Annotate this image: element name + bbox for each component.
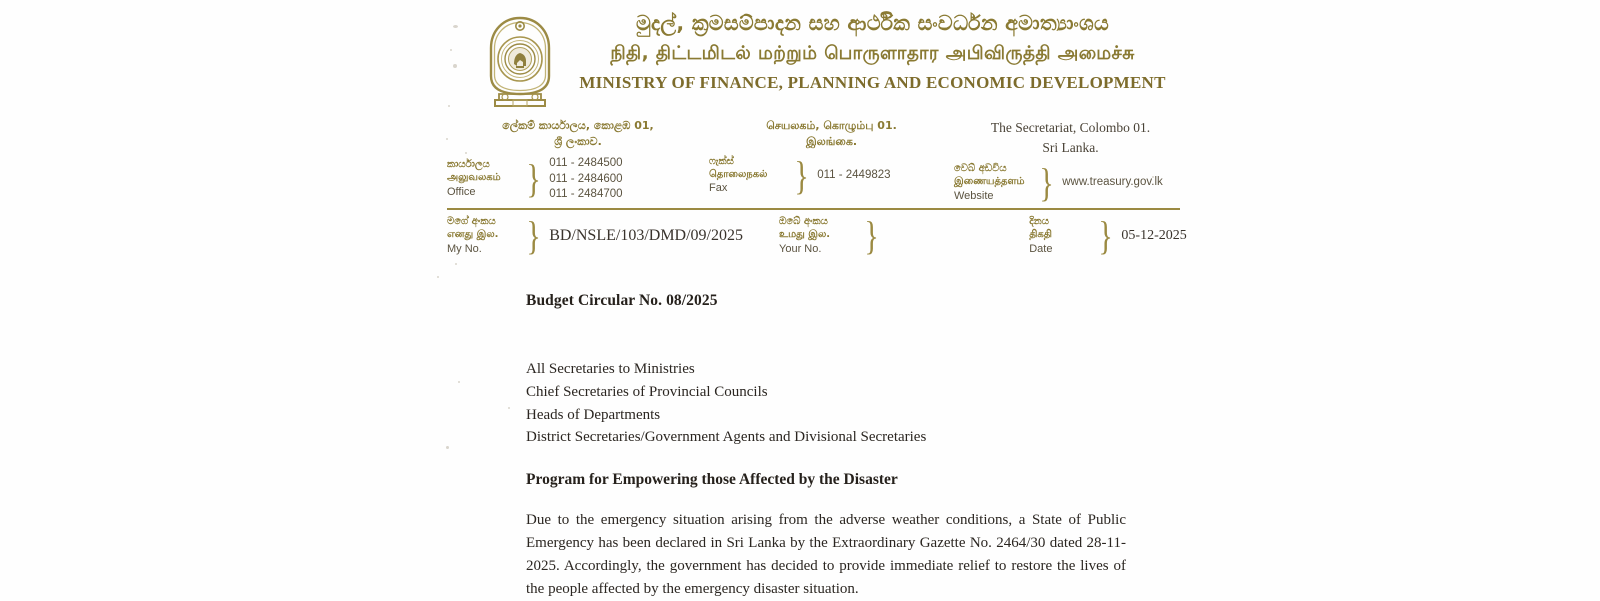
office-phone-2: 011 - 2484600: [549, 172, 623, 185]
brace-icon: }: [526, 212, 541, 258]
fax-number: 011 - 2449823: [817, 168, 891, 181]
website-group: [954, 159, 1187, 205]
document-body: [526, 292, 1146, 601]
circular-number: Budget Circular No. 08/2025: [526, 292, 718, 309]
address-line-1: The Secretariat, Colombo 01.: [990, 120, 1151, 135]
address-sinhala: [447, 118, 709, 150]
website-values: [1062, 177, 1163, 189]
recipient-item: District Secretaries/Government Agents and Divisional Secretaries: [526, 429, 927, 446]
office-label-english: Office: [447, 186, 476, 199]
website-label-sinhala: වෙබ් අඩවිය: [954, 163, 1007, 175]
brace-icon: }: [1039, 159, 1054, 205]
date-label-sinhala: දිනය: [1029, 216, 1049, 227]
fax-label: [709, 156, 787, 196]
brace-icon: }: [526, 156, 541, 202]
contact-block: [447, 118, 1187, 203]
recipient-item: Heads of Departments: [526, 406, 661, 423]
date-label-english: Date: [1029, 242, 1053, 255]
ministry-title-english: MINISTRY OF FINANCE, PLANNING AND ECONOMIC DEVELOPMENT: [579, 73, 1166, 93]
my-no-label-sinhala: මගේ අංකය: [447, 216, 496, 227]
my-no-label-tamil: எனது இல.: [447, 228, 499, 240]
website-url[interactable]: www.treasury.gov.lk: [1062, 176, 1163, 189]
address-line-2: இலங்கை.: [805, 134, 858, 148]
address-line-1: செயலகம், கொழும்பு 01.: [766, 119, 897, 132]
website-label: [954, 163, 1032, 203]
reference-row: [447, 212, 1187, 258]
scan-speckle: [458, 381, 460, 383]
your-no-label-tamil: உமது இல.: [779, 228, 831, 240]
fax-group: [709, 152, 954, 198]
date-value: 05-12-2025: [1121, 227, 1187, 243]
my-no-value: BD/NSLE/103/DMD/09/2025: [549, 226, 743, 244]
date-group: [1029, 212, 1187, 258]
ministry-title-sinhala: මුදල්, ක්‍රමසම්පාදන සහ ආර්ථික සංවර්ධන අමාත්‍යාංශය: [635, 11, 1110, 35]
recipient-item: All Secretaries to Ministries: [526, 361, 695, 377]
fax-label-tamil: தொலைநகல்: [709, 168, 768, 180]
ministry-titles: [557, 8, 1182, 96]
brace-icon: }: [794, 152, 809, 198]
sri-lanka-national-emblem-icon: [483, 14, 557, 114]
scan-speckle: [508, 407, 510, 409]
my-no-label: [447, 216, 519, 256]
contact-column-sinhala: [447, 118, 709, 203]
address-english: [954, 118, 1187, 157]
address-line-2: Sri Lanka.: [1042, 139, 1099, 155]
your-no-label-sinhala: ඔබේ අංකය: [779, 216, 828, 227]
recipient-list: [526, 358, 1146, 449]
contact-column-english: [954, 118, 1187, 203]
fax-label-english: Fax: [709, 182, 728, 195]
date-label-tamil: திகதி: [1029, 228, 1052, 240]
office-phone-3: 011 - 2484700: [549, 188, 623, 201]
ministry-title-tamil: நிதி, திட்டமிடல் மற்றும் பொருளாதார அபிவிருத்தி அமைச்சு: [610, 42, 1135, 64]
fax-label-sinhala: ෆැක්ස්: [709, 155, 734, 167]
office-label-sinhala: කාර්යාලය: [447, 159, 490, 171]
scan-speckle: [437, 276, 439, 278]
subject-heading: Program for Empowering those Affected by the Disaster: [526, 471, 898, 489]
scan-speckle: [455, 263, 457, 265]
office-phone-values: [549, 156, 622, 203]
office-label: [447, 159, 519, 199]
address-tamil: [709, 118, 954, 150]
office-phone-1: 011 - 2484500: [549, 156, 623, 169]
address-line-2: ශ්‍රී ලංකාව.: [554, 134, 602, 148]
office-label-tamil: அலுவலகம்: [447, 172, 501, 184]
website-label-english: Website: [954, 189, 994, 202]
brace-icon: }: [864, 212, 879, 258]
letterhead: [447, 8, 1182, 114]
brace-icon: }: [1098, 212, 1114, 258]
your-no-label-english: Your No.: [779, 242, 822, 255]
fax-values: [817, 170, 890, 182]
body-paragraph: Due to the emergency situation arising from the adverse weather conditions, a State of Public Emergency has been declared in Sri Lanka by the Extraordinary Gazette No. 2464/30 dated 28-11-2025. Accordingly, the government has decided to provide immediate relief to restore the lives of the people affected by the emergency disaster situation.: [526, 512, 1126, 597]
my-no-label-english: My No.: [447, 242, 482, 255]
recipient-item: Chief Secretaries of Provincial Councils: [526, 383, 768, 400]
my-no-group: [447, 212, 743, 258]
contact-column-tamil: [709, 118, 954, 203]
your-no-label: [779, 216, 857, 256]
website-label-tamil: இணையத்தளம்: [954, 175, 1025, 187]
address-line-1: ලේකම් කාර්යාලය, කොළඹ 01,: [502, 119, 654, 132]
date-label: [1029, 216, 1091, 256]
your-no-group: [779, 212, 887, 258]
scan-speckle: [446, 446, 449, 449]
office-phone-group: [447, 156, 709, 203]
letterhead-divider: [447, 208, 1180, 210]
